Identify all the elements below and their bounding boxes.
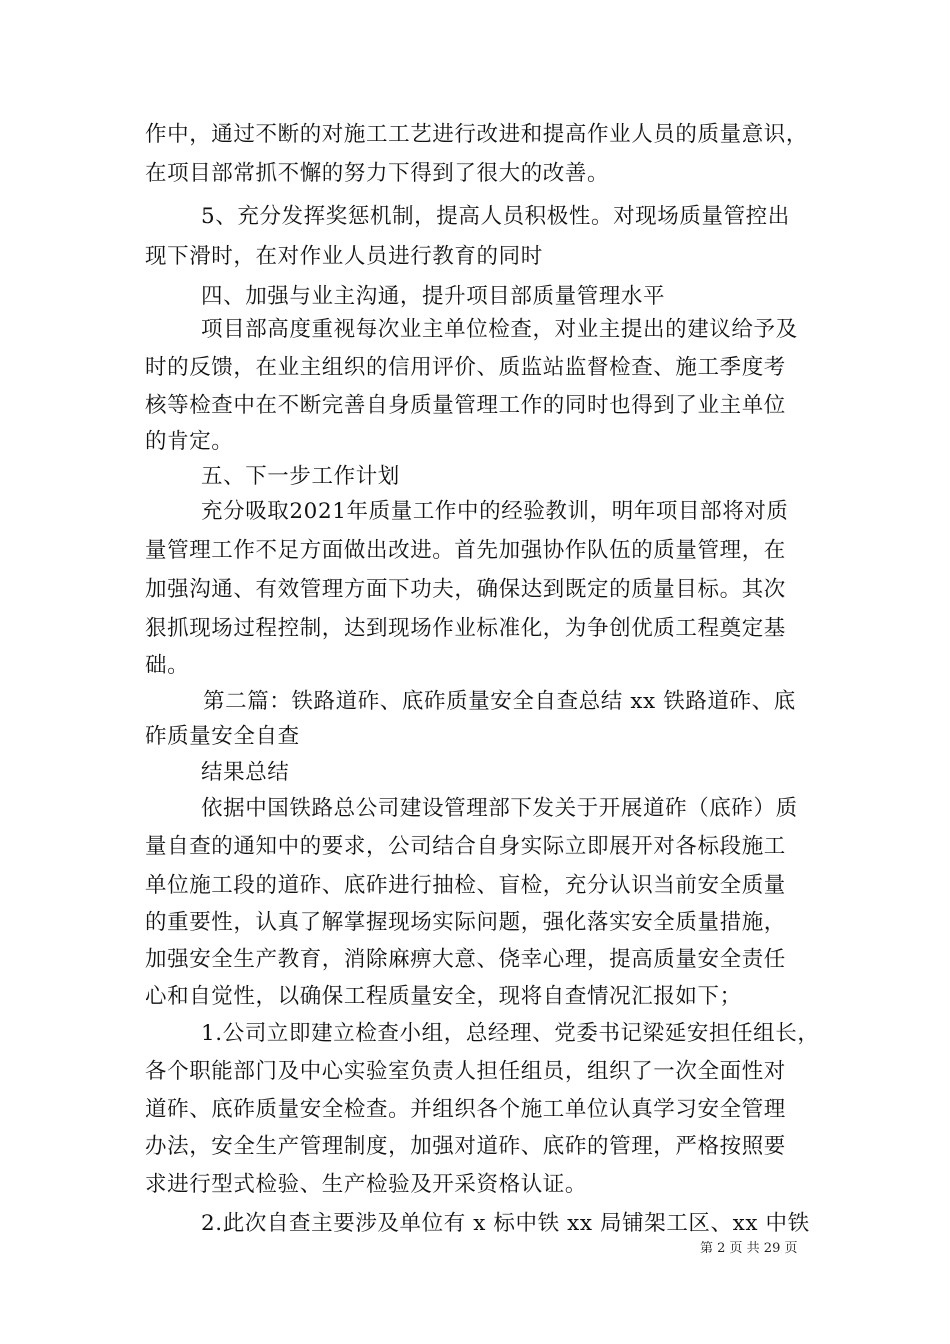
- text-line: 狠抓现场过程控制，达到现场作业标准化，为争创优质工程奠定基: [145, 616, 786, 641]
- text-line: 5、充分发挥奖惩机制，提高人员积极性。对现场质量管控出: [201, 204, 790, 229]
- section-heading: 四、加强与业主沟通，提升项目部质量管理水平: [201, 284, 666, 309]
- section-heading: 结果总结: [201, 760, 290, 785]
- text-line: 量管理工作不足方面做出改进。首先加强协作队伍的质量管理，在: [145, 538, 786, 563]
- text-line: 办法，安全生产管理制度，加强对道砟、底砟的管理，严格按照要: [145, 1134, 786, 1159]
- text-line: 加强安全生产教育，消除麻痹大意、侥幸心理，提高质量安全责任: [145, 947, 786, 972]
- text-line: 2.此次自查主要涉及单位有 x 标中铁 xx 局铺架工区、xx 中铁: [201, 1211, 810, 1236]
- text-line: 求进行型式检验、生产检验及开采资格认证。: [145, 1172, 588, 1197]
- text-line: 现下滑时，在对作业人员进行教育的同时: [145, 244, 543, 269]
- text-line: 各个职能部门及中心实验室负责人担任组员，组织了一次全面性对: [145, 1059, 786, 1084]
- text-line: 的重要性，认真了解掌握现场实际问题，强化落实安全质量措施，: [145, 910, 786, 935]
- text-line: 1.公司立即建立检查小组，总经理、党委书记梁延安担任组长，: [201, 1021, 820, 1046]
- chapter-heading: 第二篇：铁路道砟、底砟质量安全自查总结 xx 铁路道砟、底: [203, 689, 796, 714]
- text-line: 时的反馈，在业主组织的信用评价、质监站监督检查、施工季度考: [145, 355, 786, 380]
- text-line: 道砟、底砟质量安全检查。并组织各个施工单位认真学习安全管理: [145, 1097, 786, 1122]
- text-line: 核等检查中在不断完善自身质量管理工作的同时也得到了业主单位: [145, 393, 786, 418]
- text-line: 充分吸取2021年质量工作中的经验教训，明年项目部将对质: [201, 499, 789, 524]
- text-line: 单位施工段的道砟、底砟进行抽检、盲检，充分认识当前安全质量: [145, 873, 786, 898]
- text-line: 作中，通过不断的对施工工艺进行改进和提高作业人员的质量意识，: [145, 122, 809, 147]
- text-line: 在项目部常抓不懈的努力下得到了很大的改善。: [145, 161, 610, 186]
- page-number: 第 2 页 共 29 页: [700, 1241, 798, 1256]
- text-line: 加强沟通、有效管理方面下功夫，确保达到既定的质量目标。其次: [145, 577, 786, 602]
- text-line: 项目部高度重视每次业主单位检查，对业主提出的建议给予及: [201, 317, 798, 342]
- text-line: 础。: [145, 653, 190, 678]
- chapter-heading: 砟质量安全自查: [145, 724, 300, 749]
- text-line: 的肯定。: [145, 429, 234, 454]
- text-line: 依据中国铁路总公司建设管理部下发关于开展道砟（底砟）质: [201, 796, 798, 821]
- section-heading: 五、下一步工作计划: [201, 464, 400, 489]
- text-line: 量自查的通知中的要求，公司结合自身实际立即展开对各标段施工: [145, 834, 786, 859]
- text-line: 心和自觉性，以确保工程质量安全，现将自查情况汇报如下；: [145, 984, 742, 1009]
